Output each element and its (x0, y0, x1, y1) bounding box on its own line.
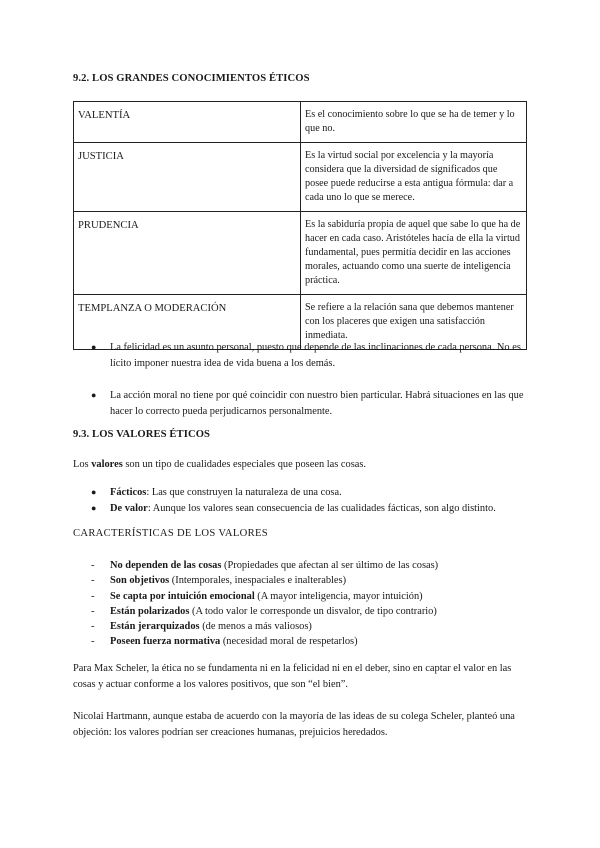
list-item: - Son objetivos (Intemporales, inespaciales e inalterables) (73, 573, 533, 588)
table-definition: Es la sabiduría propia de aquel que sabe lo que ha de hacer en cada caso. Aristóteles hacía de ella la virtud fundamental, pues permitía decidir en las acciones morales, actuando como una suerte de inteligencia práctica. (301, 212, 527, 295)
table-definition: Se refiere a la relación sana que debemos mantener con los placeres que exigen una satisfacción inmediata. (301, 295, 527, 350)
dash-icon: - (91, 575, 95, 587)
table-term: VALENTÍA (74, 102, 301, 143)
bullet-icon: ● (91, 390, 97, 400)
list-item: - No dependen de las cosas (Propiedades que afectan al ser último de las cosas) (73, 558, 533, 573)
list-item: ● La felicidad es un asunto personal, puesto que depende de las inclinaciones de cada persona. No es lícito imponer nuestra idea de vida buena a los demás. (91, 342, 521, 369)
list-item: ● De valor: Aunque los valores sean consecuencia de las cualidades fácticas, son algo distinto. (73, 501, 533, 517)
bullet-list-cualidades (73, 485, 533, 516)
list-item: - Están jerarquizados (de menos a más valiosos) (73, 619, 533, 634)
dash-icon: - (91, 636, 95, 648)
paragraph-hartmann: Nicolai Hartmann, aunque estaba de acuerdo con la mayoría de las ideas de su colega Scheler, planteó una objeción: los valores podrían ser creaciones humanas, prejuicios heredados. (73, 711, 515, 738)
list-item: - Poseen fuerza normativa (necesidad moral de respetarlos) (73, 634, 533, 649)
list-item: ● La acción moral no tiene por qué coincidir con nuestro bien particular. Habrá situaciones en las que hacer lo correcto pueda perjudicarnos personalmente. (91, 390, 524, 417)
table-row (74, 102, 527, 143)
virtues-table (73, 101, 527, 350)
list-item: - Se capta por intuición emocional (A mayor inteligencia, mayor intuición) (73, 589, 533, 604)
list-item: - Están polarizados (A todo valor le corresponde un disvalor, de tipo contrario) (73, 604, 533, 619)
dash-icon: - (91, 590, 95, 602)
table-term: PRUDENCIA (74, 212, 301, 295)
dash-icon: - (91, 560, 95, 571)
section-heading-conocimientos: 9.2. LOS GRANDES CONOCIMIENTOS ÉTICOS (73, 73, 310, 84)
table-term: TEMPLANZA O MODERACIÓN (74, 295, 301, 350)
paragraph-valores-intro: Los valores son un tipo de cualidades especiales que poseen las cosas. (73, 459, 366, 470)
bullet-icon: ● (91, 502, 97, 513)
table-definition: Es el conocimiento sobre lo que se ha de temer y lo que no. (301, 102, 527, 143)
bullet-icon: ● (91, 342, 97, 352)
dash-icon: - (91, 621, 95, 633)
bullet-list-felicidad (73, 340, 533, 419)
list-item: ● Fácticos: Las que construyen la naturaleza de una cosa. (73, 485, 533, 501)
bullet-icon: ● (91, 487, 97, 497)
table-term: JUSTICIA (74, 143, 301, 212)
section-heading-valores: 9.3. LOS VALORES ÉTICOS (73, 429, 211, 440)
subheading-caracteristicas: CARACTERÍSTICAS DE LOS VALORES (73, 528, 268, 539)
dash-list-caracteristicas (73, 558, 533, 650)
table-row (74, 143, 527, 212)
dash-icon: - (91, 605, 95, 617)
table-row (74, 212, 527, 295)
paragraph-scheler: Para Max Scheler, la ética no se fundamenta ni en la felicidad ni en el deber, sino en captar el valor en las cosas y actuar conforme a los valores positivos, que son “el bien”. (73, 663, 512, 690)
table-definition: Es la virtud social por excelencia y la mayoría considera que la diversidad de significados que posee puede reducirse a esta antigua fórmula: dar a cada uno lo que se merece. (301, 143, 527, 212)
